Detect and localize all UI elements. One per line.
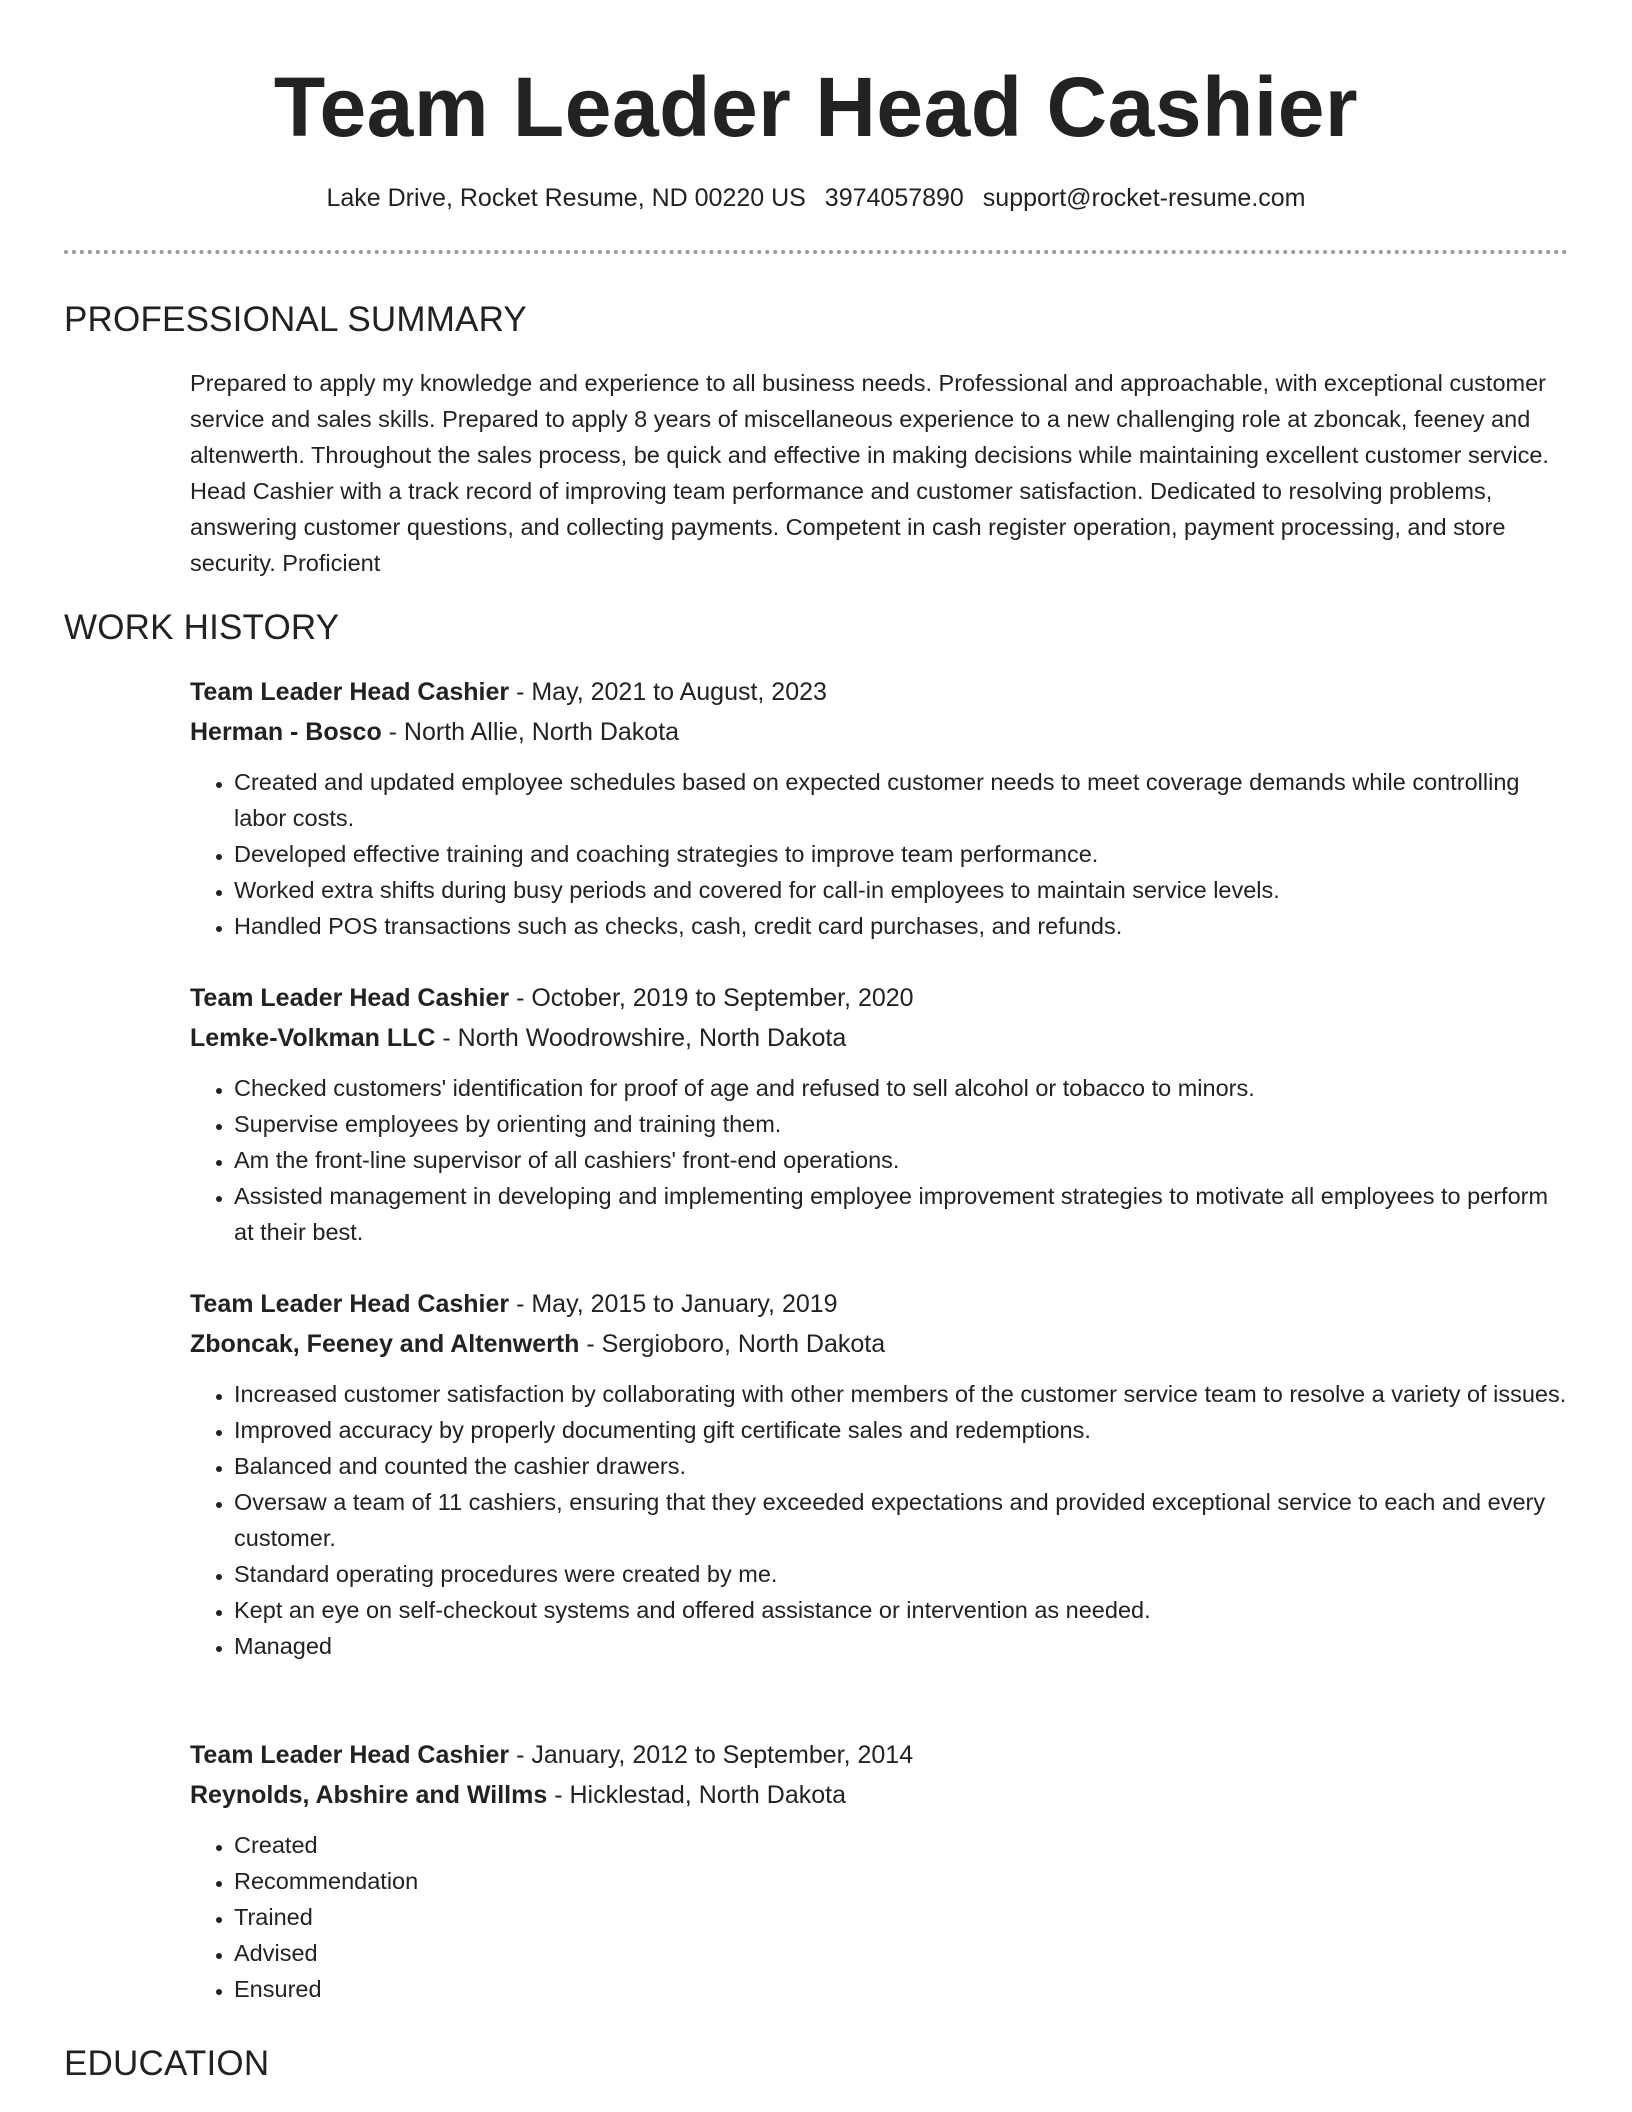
job-dates: - May, 2015 to January, 2019 — [509, 1290, 838, 1318]
job-bullet: • Assisted management in developing and implementing employee improvement strategies to motivate all employees to perform at their best. — [234, 1178, 1570, 1250]
job-bullet: • Ensured — [234, 1971, 1570, 2007]
contact-line — [0, 180, 1632, 216]
job-bullet: • Increased customer satisfaction by collaborating with other members of the customer service team to resolve a variety of issues. — [234, 1376, 1570, 1412]
job-bullet: • Supervise employees by orienting and training them. — [234, 1106, 1570, 1142]
job-dates: - October, 2019 to September, 2020 — [509, 984, 914, 1012]
job-bullet: • Balanced and counted the cashier drawers. — [234, 1448, 1570, 1484]
job-bullet: • Recommendation — [234, 1863, 1570, 1899]
job-role-line — [190, 1284, 1570, 1324]
job-bullet: • Created and updated employee schedules based on expected customer needs to meet coverage demands while controlling labor costs. — [234, 764, 1570, 836]
header-divider — [64, 250, 1568, 254]
job-bullet: • Developed effective training and coaching strategies to improve team performance. — [234, 836, 1570, 872]
job-company-line — [190, 1018, 1570, 1058]
job-role-line — [190, 1735, 1570, 1775]
job-bullets — [190, 1827, 1570, 2007]
section-title-education: EDUCATION — [64, 2044, 270, 2083]
job-bullet: • Worked extra shifts during busy periods and covered for call-in employees to maintain service levels. — [234, 872, 1570, 908]
job-bullet: • Checked customers' identification for proof of age and refused to sell alcohol or tobacco to minors. — [234, 1070, 1570, 1106]
job-bullet: • Managed — [234, 1628, 1570, 1664]
job-company-line — [190, 1775, 1570, 1815]
job-bullets — [190, 764, 1570, 944]
job-role: Team Leader Head Cashier — [190, 1290, 510, 1318]
job-bullet: • Trained — [234, 1899, 1570, 1935]
job-bullet: • Standard operating procedures were created by me. — [234, 1556, 1570, 1592]
job-bullet: • Advised — [234, 1935, 1570, 1971]
job-location: - Sergioboro, North Dakota — [579, 1330, 886, 1358]
resume-name: Team Leader Head Cashier — [273, 60, 1359, 154]
job-company-line — [190, 712, 1570, 752]
job-dates: - May, 2021 to August, 2023 — [509, 678, 827, 706]
job-role-line — [190, 672, 1570, 712]
job-entry — [190, 1735, 1570, 2007]
job-bullet: • Kept an eye on self-checkout systems and offered assistance or intervention as needed. — [234, 1592, 1570, 1628]
job-location: - Hicklestad, North Dakota — [547, 1781, 846, 1809]
job-dates: - January, 2012 to September, 2014 — [509, 1741, 914, 1769]
job-company: Reynolds, Abshire and Willms — [190, 1781, 548, 1809]
job-location: - North Allie, North Dakota — [381, 718, 680, 746]
contact-email: support@rocket-resume.com — [982, 184, 1306, 212]
section-title-work-history: WORK HISTORY — [64, 608, 340, 647]
job-entry — [190, 978, 1570, 1250]
job-bullet: • Handled POS transactions such as checks, cash, credit card purchases, and refunds. — [234, 908, 1570, 944]
job-company: Zboncak, Feeney and Altenwerth — [190, 1330, 580, 1358]
job-company-line — [190, 1324, 1570, 1364]
job-role-line — [190, 978, 1570, 1018]
summary-text: Prepared to apply my knowledge and experience to all business needs. Professional and approachable, with exceptional customer service and sales skills. Prepared to apply 8 years of miscellaneous experience to a new challenging role at zboncak, feeney and altenwerth. Throughout the sales process, be quick and effective in making decisions while maintaining excellent customer service. Head Cashier with a track record of improving team performance and customer satisfaction. Dedicated to resolving problems, answering customer questions, and collecting payments. Competent in cash register operation, payment processing, and store security. Proficient — [190, 370, 1549, 576]
job-bullets — [190, 1070, 1570, 1250]
job-bullet: • Oversaw a team of 11 cashiers, ensuring that they exceeded expectations and provided exceptional service to each and every customer. — [234, 1484, 1570, 1556]
job-company: Herman - Bosco — [190, 718, 382, 746]
job-bullets — [190, 1376, 1570, 1664]
job-entry — [190, 1284, 1570, 1664]
job-entry — [190, 672, 1570, 944]
section-title-summary: PROFESSIONAL SUMMARY — [64, 300, 527, 339]
job-bullet: • Created — [234, 1827, 1570, 1863]
job-role: Team Leader Head Cashier — [190, 678, 510, 706]
contact-address: Lake Drive, Rocket Resume, ND 00220 US — [326, 184, 806, 212]
job-company: Lemke-Volkman LLC — [190, 1024, 436, 1052]
job-bullet: • Am the front-line supervisor of all cashiers' front-end operations. — [234, 1142, 1570, 1178]
job-role: Team Leader Head Cashier — [190, 1741, 510, 1769]
job-role: Team Leader Head Cashier — [190, 984, 510, 1012]
job-location: - North Woodrowshire, North Dakota — [435, 1024, 847, 1052]
contact-phone: 3974057890 — [824, 184, 964, 212]
job-bullet: • Improved accuracy by properly documenting gift certificate sales and redemptions. — [234, 1412, 1570, 1448]
